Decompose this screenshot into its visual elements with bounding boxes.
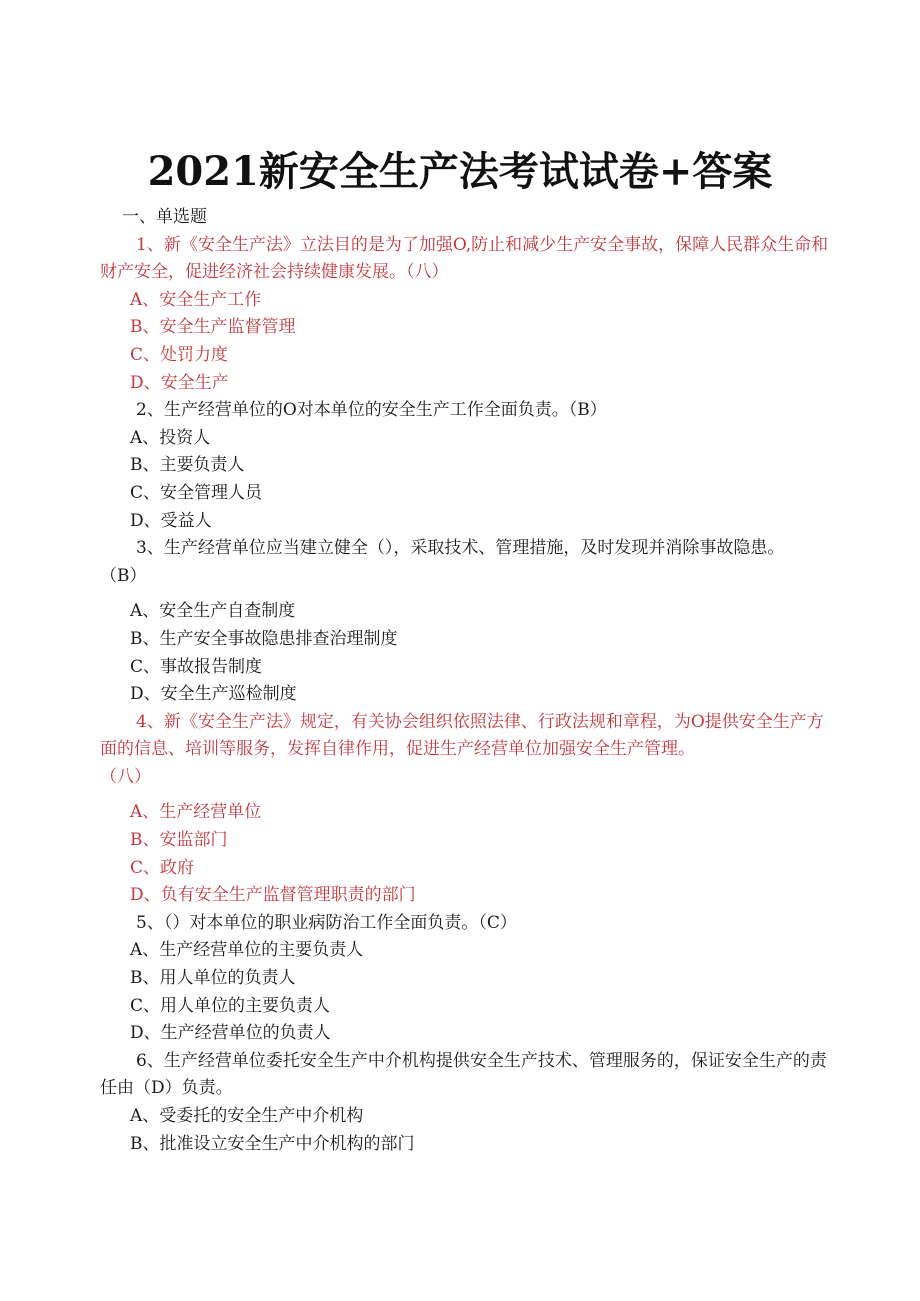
document-title: 2021新安全生产法考试试卷+答案 bbox=[147, 148, 773, 195]
option-c: C、政府 bbox=[130, 857, 195, 878]
option-a: A、生产经营单位的主要负责人 bbox=[130, 940, 364, 961]
question-text: 5、（）对本单位的职业病防治工作全面负责。（C） bbox=[136, 912, 517, 933]
option-a: A、安全生产自查制度 bbox=[130, 601, 296, 622]
option-b: B、主要负责人 bbox=[130, 455, 245, 476]
option-a: A、投资人 bbox=[130, 427, 211, 448]
option-b: B、安全生产监督管理 bbox=[130, 317, 296, 338]
document-body bbox=[100, 204, 835, 1158]
question-text: 2、生产经营单位的O对本单位的安全生产工作全面负责。（B） bbox=[136, 400, 607, 421]
option-b: B、用人单位的负责人 bbox=[130, 968, 296, 989]
question-text: 3、生产经营单位应当建立健全（），采取技术、管理措施，及时发现并消除事故隐患。 bbox=[136, 538, 785, 559]
option-b: B、批准设立安全生产中介机构的部门 bbox=[130, 1133, 415, 1154]
option-d: D、安全生产 bbox=[130, 372, 229, 393]
question-answer: （八） bbox=[100, 766, 151, 787]
option-d: D、生产经营单位的负责人 bbox=[130, 1023, 331, 1044]
option-c: C、安全管理人员 bbox=[130, 482, 263, 503]
question-text: 1、新《安全生产法》立法目的是为了加强O,防止和减少生产安全事故，保障人民群众生命和财产安全，促进经济社会持续健康发展。（八） bbox=[100, 234, 829, 283]
option-b: B、生产安全事故隐患排查治理制度 bbox=[130, 628, 398, 649]
option-d: D、安全生产巡检制度 bbox=[130, 684, 297, 705]
option-c: C、处罚力度 bbox=[130, 344, 229, 365]
option-d: D、受益人 bbox=[130, 510, 212, 531]
question-5 bbox=[100, 910, 835, 1048]
option-a: A、生产经营单位 bbox=[130, 802, 262, 823]
option-a: A、受委托的安全生产中介机构 bbox=[130, 1106, 364, 1126]
option-d: D、负有安全生产监督管理职责的部门 bbox=[130, 885, 416, 906]
question-1 bbox=[100, 232, 835, 398]
option-b: B、安监部门 bbox=[130, 830, 228, 851]
question-6 bbox=[100, 1048, 835, 1158]
question-text: 6、生产经营单位委托安全生产中介机构提供安全生产技术、管理服务的，保证安全生产的责任由（D）负责。 bbox=[100, 1050, 827, 1099]
option-c: C、用人单位的主要负责人 bbox=[130, 995, 331, 1016]
section-heading: 一、单选题 bbox=[122, 207, 207, 227]
question-4 bbox=[100, 709, 835, 910]
option-a: A、安全生产工作 bbox=[130, 289, 262, 310]
option-c: C、事故报告制度 bbox=[130, 656, 263, 677]
question-answer: （B） bbox=[100, 565, 147, 586]
question-text: 4、新《安全生产法》规定，有关协会组织依照法律、行政法规和章程，为O提供安全生产方面的信息、培训等服务，发挥自律作用，促进生产经营单位加强安全生产管理。 bbox=[100, 711, 824, 760]
question-2 bbox=[100, 397, 835, 535]
question-3 bbox=[100, 535, 835, 709]
